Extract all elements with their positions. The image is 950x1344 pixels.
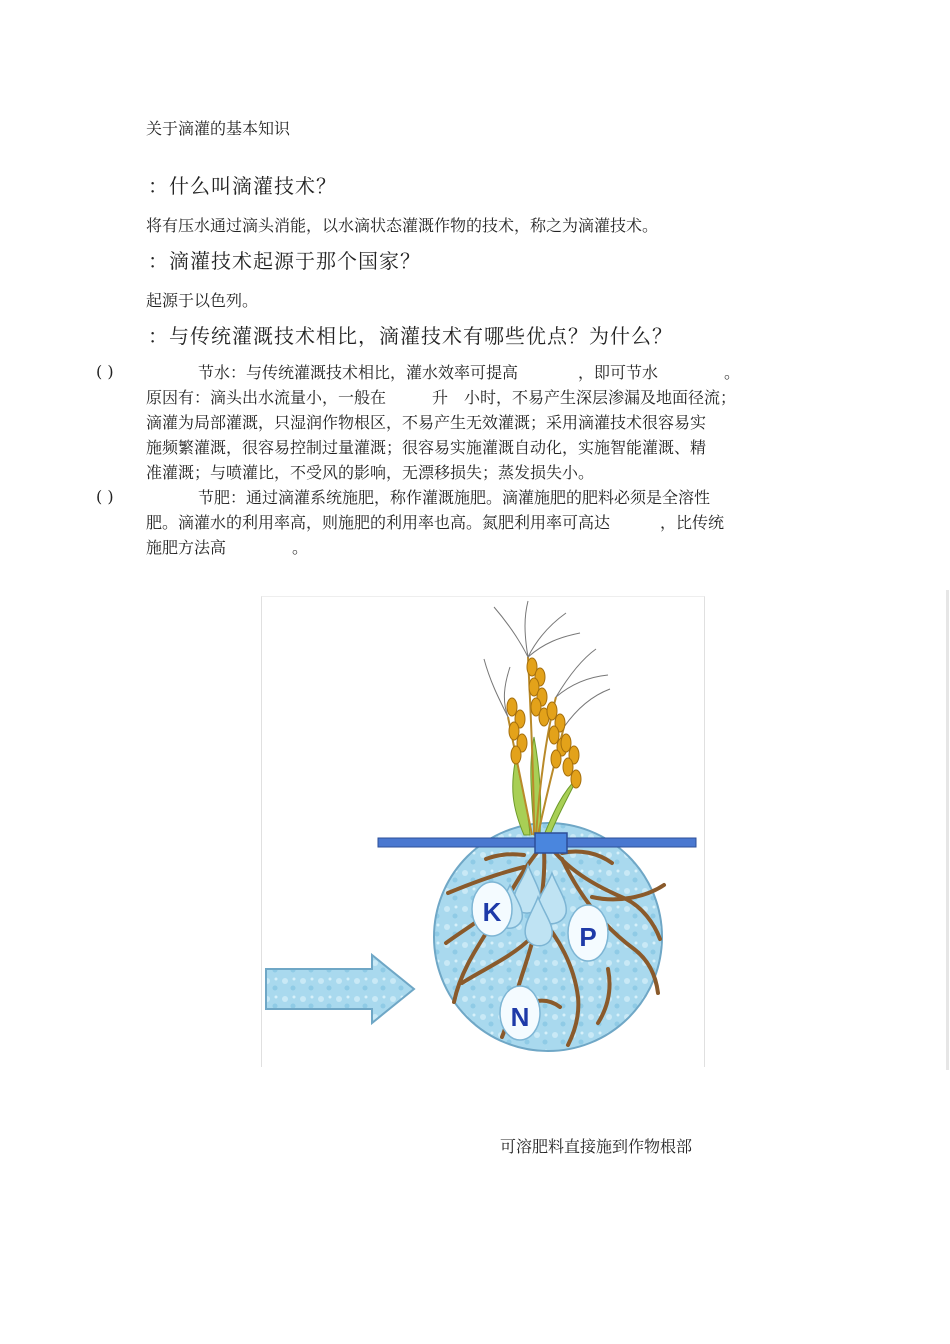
item-2-line-2b: ，比传统 [660, 513, 725, 532]
figure-caption: 可溶肥料直接施到作物根部 [500, 1137, 693, 1156]
item-1-line-4: 施频繁灌溉，很容易控制过量灌溉；很容易实施灌溉自动化，实施智能灌溉、精 [146, 438, 707, 457]
item-1-line-5: 准灌溉；与喷灌比，不受风的影响，无漂移损失；蒸发损失小。 [146, 463, 595, 482]
item-1-line-2 [146, 385, 808, 410]
drip-fertigation-illustration [261, 596, 705, 1067]
item-1-line-1 [146, 360, 808, 385]
item-2-line-1-text: 节肥：通过滴灌系统施肥，称作灌溉施肥。滴灌施肥的肥料必须是全溶性 [198, 488, 711, 507]
nutrient-p-label: P [579, 922, 597, 952]
answer-1: 将有压水通过滴头消能，以水滴状态灌溉作物的技术，称之为滴灌技术。 [146, 216, 659, 235]
item-1-marker: ( ) [96, 362, 114, 381]
item-2-line-3a: 施肥方法高 [146, 538, 227, 557]
item-2-paragraph [146, 485, 808, 560]
water-flow-arrow [266, 955, 414, 1023]
question-2: ：滴灌技术起源于那个国家？ [148, 249, 421, 273]
document-title: 关于滴灌的基本知识 [146, 119, 291, 138]
item-2-line-3 [146, 535, 808, 560]
item-2-line-1 [146, 485, 808, 510]
item-1-line-1c: 。 [724, 363, 741, 382]
nutrient-n [500, 986, 540, 1040]
item-1-line-1b: ，即可节水 [578, 363, 659, 382]
item-1-line-2c: 小时，不易产生深层渗漏及地面径流； [464, 388, 737, 407]
item-1-line-2a: 原因有：滴头出水流量小，一般在 [146, 388, 387, 407]
item-1-line-1a: 节水：与传统灌溉技术相比，灌水效率可提高 [198, 363, 519, 382]
item-1-line-2b: 升 [432, 388, 449, 407]
nutrient-k [472, 882, 512, 936]
question-3: ：与传统灌溉技术相比，滴灌技术有哪些优点？为什么？ [148, 324, 673, 348]
page-edge-shadow [946, 590, 949, 1070]
item-2-line-2 [146, 510, 808, 535]
question-1: ：什么叫滴灌技术？ [148, 174, 337, 198]
item-1-line-3: 滴灌为局部灌溉，只湿润作物根区，不易产生无效灌溉；采用滴灌技术很容易实 [146, 413, 707, 432]
item-1-paragraph [146, 360, 808, 485]
answer-2: 起源于以色列。 [146, 291, 259, 310]
nutrient-p [568, 905, 608, 961]
item-2-line-2a: 肥。滴灌水的利用率高，则施肥的利用率也高。氮肥利用率可高达 [146, 513, 611, 532]
illustration-svg [262, 597, 704, 1067]
item-2-line-3b: 。 [292, 538, 309, 557]
nutrient-n-label: N [510, 1002, 530, 1032]
dripper [535, 833, 567, 853]
nutrient-k-label: K [482, 897, 502, 927]
item-2-marker: ( ) [96, 487, 114, 506]
